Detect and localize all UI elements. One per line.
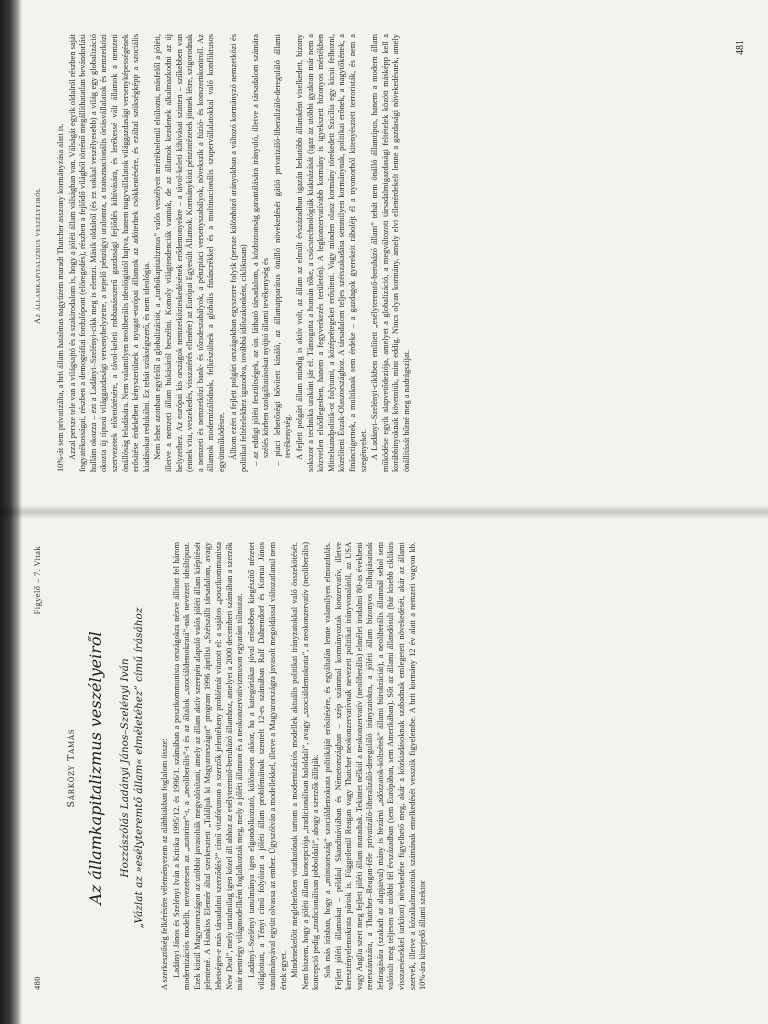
- list-item: – az eddigi jóléti feszültségek, az ún. látható társadalom, a közbiztonság garantálására irányuló, illetve a társadalom számára szélés körben szolgáltatásokat nyújtó állami tevékenység és: [250, 34, 271, 466]
- left-page: [0, 512, 768, 1024]
- right-body-text: [56, 34, 724, 472]
- paragraph: Azzal persze tele van a világsajtó és a szakirodalom is, hogy a jóléti állam válságban van. Válságát egyik oldalról részben saját fogyatékosságai, részben a demográfiai fordulópont (elöregedés), részben a fejlődő világból történő megállíthatatlan bevándorlási hullám okozza – ezt a Ladányi–Szelényi-cikk meg is elemzi. Másik oldalról (és ez sokkal veszélyesebb) a világ egy globalizáció okozta új típusú világgazdasági versenyhelyzetre, a tepelő pénzügyi uralomra, a transznacionális óriásvállalatok és nemzetközi szervezetek előretörésére, a távol-keleti robbanásszerű gazdasági fejlődés kihívására, és lerékessé vált államok a nemzeti önállóság feladására. Nem valamilyen neoliberális ideológiától hajtva, hanem nagyvállalatok világgazdasági versenyképességének erősítése érdekében kényszerülnek a nyugat-európai államok az adóterhek csökkentésére, és ezáltal szükségképp a szociális kiadásokat redukálni. Ez tehát szükségszerű, és nem ideológia.: [67, 34, 151, 472]
- right-running-title: Az államkapitalizmus veszélyeiről: [32, 187, 42, 325]
- article-author: Sárközy Tamás: [66, 728, 77, 808]
- left-page-number: 480: [32, 976, 42, 990]
- paragraph: A fejlett polgári állam mindig is aktív volt, az állam az elmúlt évszázadban igazán behatóbb államként viselkedett, bizony sokszor a technika urakánt jár el. Támogatta a humán tőke, a csúcstechnológiák kiaknázását (igaz az utóbbi gyakran már nem a közvetlen elsődlegesben, hanem a fegyverkezés területén). A legkonzervatívabb kormány is igyekszett bizonyos mértékben Mittelstandpolitik-ot folytatni, a középrétegeket erősíteni. Vagy minden olasz kormány törekedett Szicília egy kicsit felhozni, közelíteni Észak-Olaszországhoz. A társadalom teljes szétszakadása semmilyen kormánynak, politikai erőnek, a nagytőkének, a finánctigernek, a multiknak sem érdeke – a gazdagok gyerekeit ráboléjt él a nyomorból kitenyésztett terroristák, és nem a szegényeket.: [295, 34, 368, 472]
- paragraph: 10%-át sem privatizálta, a brit állam hatalmas nagyüzem maradt Thatcher asszony kormányzása alatt is.: [56, 123, 65, 472]
- right-page-number: 481: [735, 40, 746, 55]
- paragraph: A Ladányi–Szelényi-cikkben említett „esélyteremtő-beruházó állam” tehát nem önálló államtípus, hanem a modern állam működése egyik alapvetődeziója, amelyet a globalizáció, a megváltozott társadalmigazdasági feltételek között másképp kell a korábbinyoknak követniük, mint eddig. Nincs olyan kormány, amely elvi ellenérdekelt lenne a gazdasági növekedésnek, amely önállítását hűtné meg a nadrágszíjat.: [370, 34, 411, 472]
- paragraph: Nem lehet azonban egyfelől a globalizációt, a „turbókapitalizmus” valós veszélyeit mértéktelenül eltúlozni, másfelől a jóléti, illetve a nemzeti állam bukásáról beszélni. Komoly világtendenciák vannak, de az államok kezdenek alkalmazkodni az új helyzethez. Az európai kis országok nemzetközieskedésének erődemonyekre – a távol-keleti kihívásai szinten – szűkebben van (ennek vita, veszekedés, visszatérés ellenére) az Európai Egyesült Államok. Kormányközi pénzintézetek jönnek létre, szigorodnak a nemzeti és nemzetközi bank- és tőzsdeszabályok, a pénzpiaci versenyszabályok, növekszik a fúzió- és konszernkontroll. Az államok modernizálódnak, felkészülnek a globális fináncrékkel és a multinacionális szupervállalatokkal való konfliktusos együttműködésre.: [153, 34, 226, 472]
- paragraph: Ladányi–Szelényi tanulmánya igen elgondolkoztató, különösen akkor, ha a kategóriákat jóval erősebben kiegészítő nézetet világlottan, a Tényi című folyóirat a jóléti állam problémáinak szentelt 12-es számában Ralf Dahrendorf és Kornai János tanulmányával együtt olvassa az ember. Úgyszólván a modellekkel, illetve a Magyarországra javasolt megoldással változatlanul nem értek egyet.: [246, 542, 288, 990]
- subtitle-line-1: Hozzászólás Ladányi János–Szelényi Iván: [119, 658, 131, 878]
- paragraph: Álltom ezért a fejlett polgári országokban egyszerre folyik (persze különböző arányokban a változó kormányzó nemzetközi és politikai feltételekhez igazodva, továbbá időszakonként, ciklikusan): [228, 34, 249, 472]
- paragraph: Sok más írásban, hogy a „mintaország” szociáldemokrata politikáját erősítésére, és egyáltalán lenne valamilyen elmozdulás. Fejlett jóléti államokat – például Skandináviában és Németországban – szép számmal kormányoztak konzervatív, illetve keresztényelemokrata pártok is. Függetlenül Reagan vagy Thatcher neokonzervatívnak nevezett politikai irányvonalától, az USA vagy Anglia szert meg fejlett jóléti állam maradtak. Tekintet nélkül a neokonzervatív (neoliberális) elmélet irodalmi 80-as évekbeni reneszánszára, a Thatcher–Reagan-féle privatizáló-liberalizáló-dereguláló irányzatokra, a jóléti állam bizonyos túlhajtásainak lefaragására (szakadt az alapjaival) mány is bezárni „adózzatok-költsétek” állami bürokráciát), a neoliberális államnál sehol sem valósult meg teljesen az utóbbi fél évszázadban (sem Európában, sem Amerikában). Sőt az állami állandósult (bár kisebb ciklikus visszaesésekkel tarkított) növekedése figyelhető meg, akár a közkiadásoknak szabadnak emlegetett növekedését, akár az állami szervek, illetve a közalkalmazottak számának emelkedését vesszük figyelembe. A brit kormány 12 év alatt a nemzeti vagyon kb. 10%-ára kiterjedő állami szektor: [322, 542, 428, 990]
- paragraph: Mindenekelőtt meglehetősen vitathatónak tartom a modernizációs modellek aktuális politikai irányzatokkal való összekötését. Nem hiszem, hogy a jóléti állam koncepciója „tradicionálisan baloldali”, avagy „szociáldemokrata”, a neokonzervatív (neoliberális) koncepció pedig „tradicionálisan jobboldali”, ahogy a szerzők állítják.: [290, 542, 321, 990]
- article-title: Az államkapitalizmus veszélyeiről: [86, 631, 105, 905]
- left-running-head: [32, 546, 46, 990]
- paragraph: A szerkesztőség felkérésére véleményezem az alábbiakban foglalom össze:: [160, 738, 169, 990]
- article-subtitle: [118, 546, 146, 990]
- paragraph: Ladányi János és Szelényi Iván a Kritika 1995/12. és 1996/1. számában a posztkommunista országokra nézve állított fel három modernizációs modellt, nevezetesen az „autoriter”-t, a „neoliberális”-t és az általuk „szociáldemokratá”-nak nevezett ideáltípust. Ezek közül Magyarországon az utóbbit javasolták megvalósítani, amely az állam aktív szerepén alapuló valós jóléti állam kiépítését jelentené. A Hankiss Elemér által szerkesztett „Találjuk ki Magyarországot” program 1996 áprilisi „Szétszállt társadalom, avagy lehetséges-e más társadalmi szerződés?” című vitafórumon a szerzők jelentékeny problémát vitatott el: a sajátos „posztkommunista New Deal”, mely tartalmilag igen közel áll ahhoz az esélyteremtő-beruházó államhoz, amelyet a 2000 decemberi számában a szerzők már nemrégy világmodellként foglalkoztak meg, mely a jóléti államon és a neokonzervativizmuson egyaránt túlmutat.: [171, 542, 245, 990]
- list-item: – piaci lehetőségi bővített kínáló, az államapparátus önálló növekedését gátló privatizáló-liberalizáló-dereguláló állami tevékenység.: [272, 34, 293, 466]
- right-running-head: [32, 34, 46, 478]
- subtitle-line-2: „Vázlat az »esélyteremtő állam« elméletéhez” című írásához: [133, 607, 145, 929]
- left-body-text: [160, 542, 724, 990]
- left-running-title: Figyelő – 7. Vitak: [32, 546, 42, 615]
